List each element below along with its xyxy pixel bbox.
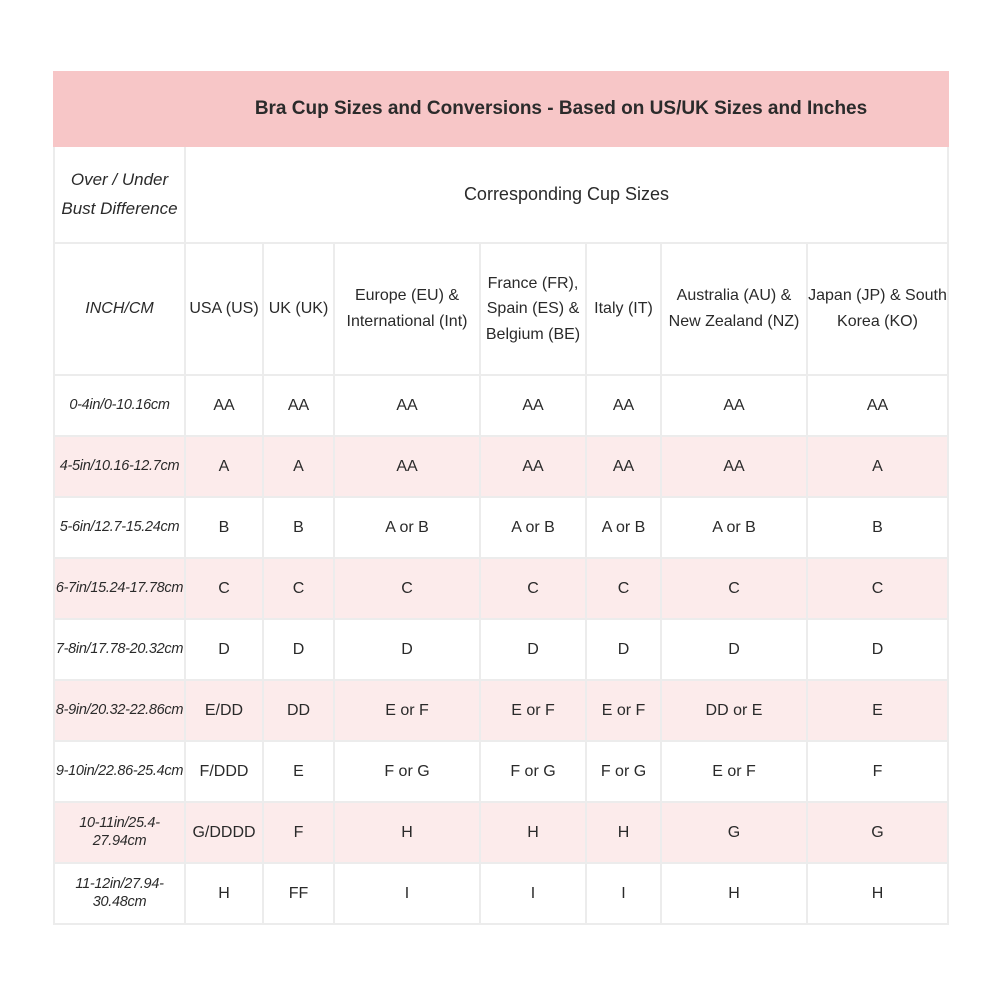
row-header: Over / Under Bust Difference bbox=[54, 146, 185, 243]
table-cell: A or B bbox=[586, 497, 661, 558]
column-header-uk: UK (UK) bbox=[263, 243, 334, 375]
table-row bbox=[54, 863, 948, 924]
table-cell: A bbox=[185, 436, 263, 497]
table-cell: E or F bbox=[586, 680, 661, 741]
table-cell: AA bbox=[661, 375, 807, 436]
column-header-france: France (FR), Spain (ES) & Belgium (BE) bbox=[480, 243, 586, 375]
row-range-cell: 5-6in/12.7-15.24cm bbox=[54, 497, 185, 558]
table-cell: AA bbox=[334, 436, 480, 497]
table-cell: E or F bbox=[334, 680, 480, 741]
table-row bbox=[54, 741, 948, 802]
table-row bbox=[54, 375, 948, 436]
table-cell: AA bbox=[807, 375, 948, 436]
size-chart bbox=[53, 71, 947, 925]
table-cell: C bbox=[807, 558, 948, 619]
table-cell: DD or E bbox=[661, 680, 807, 741]
table-cell: E or F bbox=[480, 680, 586, 741]
table-cell: C bbox=[661, 558, 807, 619]
table-cell: B bbox=[263, 497, 334, 558]
table-cell: F/DDD bbox=[185, 741, 263, 802]
table-row bbox=[54, 497, 948, 558]
row-range-cell: 0-4in/0-10.16cm bbox=[54, 375, 185, 436]
table-cell: D bbox=[263, 619, 334, 680]
table-cell: B bbox=[185, 497, 263, 558]
table-cell: H bbox=[334, 802, 480, 863]
table-cell: G bbox=[661, 802, 807, 863]
table-cell: F bbox=[807, 741, 948, 802]
table-cell: H bbox=[185, 863, 263, 924]
table-cell: A or B bbox=[480, 497, 586, 558]
table-cell: AA bbox=[480, 436, 586, 497]
column-header-australia: Australia (AU) & New Zealand (NZ) bbox=[661, 243, 807, 375]
column-header-europe: Europe (EU) & International (Int) bbox=[334, 243, 480, 375]
conversion-table bbox=[53, 71, 949, 925]
table-cell: D bbox=[185, 619, 263, 680]
table-cell: AA bbox=[661, 436, 807, 497]
table-cell: AA bbox=[334, 375, 480, 436]
row-range-cell: 6-7in/15.24-17.78cm bbox=[54, 558, 185, 619]
table-cell: I bbox=[480, 863, 586, 924]
row-range-cell: 9-10in/22.86-25.4cm bbox=[54, 741, 185, 802]
table-row bbox=[54, 558, 948, 619]
table-cell: H bbox=[586, 802, 661, 863]
table-cell: C bbox=[480, 558, 586, 619]
table-cell: F bbox=[263, 802, 334, 863]
group-header: Corresponding Cup Sizes bbox=[185, 146, 948, 243]
table-cell: A or B bbox=[334, 497, 480, 558]
table-cell: E or F bbox=[661, 741, 807, 802]
table-cell: C bbox=[586, 558, 661, 619]
table-cell: A bbox=[263, 436, 334, 497]
table-cell: AA bbox=[586, 375, 661, 436]
table-row bbox=[54, 680, 948, 741]
table-cell: E bbox=[807, 680, 948, 741]
column-header-inch-cm: INCH/CM bbox=[54, 243, 185, 375]
column-header-italy: Italy (IT) bbox=[586, 243, 661, 375]
table-cell: F or G bbox=[586, 741, 661, 802]
table-cell: AA bbox=[263, 375, 334, 436]
table-cell: C bbox=[334, 558, 480, 619]
row-range-cell: 11-12in/27.94-30.48cm bbox=[54, 863, 185, 924]
table-cell: H bbox=[661, 863, 807, 924]
table-cell: G/DDDD bbox=[185, 802, 263, 863]
table-cell: AA bbox=[586, 436, 661, 497]
table-cell: I bbox=[334, 863, 480, 924]
table-cell: D bbox=[807, 619, 948, 680]
table-title bbox=[54, 72, 948, 146]
table-cell: H bbox=[807, 863, 948, 924]
table-cell: A or B bbox=[661, 497, 807, 558]
table-cell: D bbox=[586, 619, 661, 680]
table-title-text: Bra Cup Sizes and Conversions - Based on US/UK Sizes and Inches bbox=[254, 97, 868, 119]
table-cell: D bbox=[661, 619, 807, 680]
row-range-cell: 10-11in/25.4-27.94cm bbox=[54, 802, 185, 863]
column-header-japan: Japan (JP) & South Korea (KO) bbox=[807, 243, 948, 375]
table-cell: C bbox=[263, 558, 334, 619]
row-range-cell: 7-8in/17.78-20.32cm bbox=[54, 619, 185, 680]
table-cell: F or G bbox=[334, 741, 480, 802]
table-cell: AA bbox=[185, 375, 263, 436]
table-cell: D bbox=[480, 619, 586, 680]
row-range-cell: 4-5in/10.16-12.7cm bbox=[54, 436, 185, 497]
table-row bbox=[54, 436, 948, 497]
table-cell: C bbox=[185, 558, 263, 619]
table-cell: FF bbox=[263, 863, 334, 924]
column-header-usa: USA (US) bbox=[185, 243, 263, 375]
table-row bbox=[54, 802, 948, 863]
table-cell: A bbox=[807, 436, 948, 497]
table-cell: AA bbox=[480, 375, 586, 436]
table-cell: F or G bbox=[480, 741, 586, 802]
row-range-cell: 8-9in/20.32-22.86cm bbox=[54, 680, 185, 741]
table-cell: B bbox=[807, 497, 948, 558]
table-cell: I bbox=[586, 863, 661, 924]
table-cell: D bbox=[334, 619, 480, 680]
table-cell: H bbox=[480, 802, 586, 863]
table-cell: E/DD bbox=[185, 680, 263, 741]
table-cell: E bbox=[263, 741, 334, 802]
table-row bbox=[54, 619, 948, 680]
table-cell: G bbox=[807, 802, 948, 863]
table-cell: DD bbox=[263, 680, 334, 741]
